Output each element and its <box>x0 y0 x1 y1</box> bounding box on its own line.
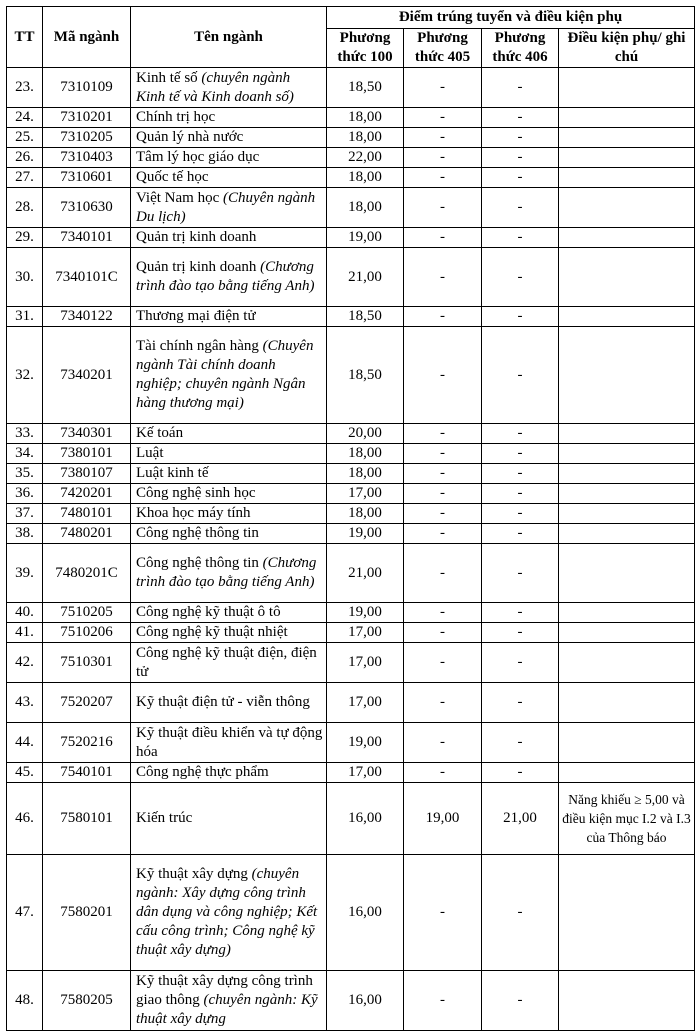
extra-condition <box>559 504 695 524</box>
score-method-406: - <box>482 444 559 464</box>
row-number: 31. <box>7 307 43 327</box>
score-method-100: 18,50 <box>327 327 404 424</box>
table-row <box>7 603 695 623</box>
header-method-100: Phương thức 100 <box>327 29 404 68</box>
table-row <box>7 763 695 783</box>
program-code: 7340122 <box>43 307 131 327</box>
program-name-text: Công nghệ sinh học <box>136 485 256 501</box>
header-tt: TT <box>7 7 43 68</box>
program-code: 7580205 <box>43 971 131 1031</box>
row-number: 27. <box>7 168 43 188</box>
program-code: 7520207 <box>43 683 131 723</box>
score-method-100: 17,00 <box>327 643 404 683</box>
extra-condition <box>559 524 695 544</box>
table-row <box>7 783 695 855</box>
extra-condition <box>559 643 695 683</box>
program-name <box>131 307 327 327</box>
program-code: 7420201 <box>43 484 131 504</box>
program-name-text: Công nghệ thực phẩm <box>136 764 269 780</box>
score-method-405: - <box>404 504 482 524</box>
program-name <box>131 783 327 855</box>
program-name <box>131 603 327 623</box>
program-name <box>131 68 327 108</box>
program-name <box>131 484 327 504</box>
score-method-406: - <box>482 228 559 248</box>
header-score-group: Điểm trúng tuyển và điều kiện phụ <box>327 7 695 29</box>
score-method-100: 19,00 <box>327 723 404 763</box>
score-method-405: - <box>404 424 482 444</box>
score-method-405: - <box>404 855 482 971</box>
score-method-406: - <box>482 723 559 763</box>
header-method-405: Phương thức 405 <box>404 29 482 68</box>
program-code: 7310601 <box>43 168 131 188</box>
row-number: 45. <box>7 763 43 783</box>
program-name-text: Thương mại điện tử <box>136 308 256 324</box>
score-method-405: - <box>404 444 482 464</box>
extra-condition <box>559 464 695 484</box>
score-method-100: 18,00 <box>327 464 404 484</box>
extra-condition <box>559 168 695 188</box>
score-method-100: 18,00 <box>327 128 404 148</box>
program-specialization: (Chuyên ngành Tài chính doanh nghiệp; chuyên ngành Ngân hàng thương mại) <box>136 338 314 411</box>
program-name-text: Khoa học máy tính <box>136 505 251 521</box>
score-method-405: - <box>404 327 482 424</box>
score-method-405: - <box>404 228 482 248</box>
extra-condition <box>559 623 695 643</box>
score-method-406: - <box>482 148 559 168</box>
score-method-405: - <box>404 484 482 504</box>
program-code: 7580201 <box>43 855 131 971</box>
program-code: 7380101 <box>43 444 131 464</box>
extra-condition: Năng khiếu ≥ 5,00 và điều kiện mục I.2 và I.3 của Thông báo <box>559 783 695 855</box>
program-name <box>131 623 327 643</box>
score-method-405: - <box>404 464 482 484</box>
score-method-406: - <box>482 504 559 524</box>
extra-condition <box>559 148 695 168</box>
program-name-text: Quản trị kinh doanh <box>136 259 257 275</box>
table-row <box>7 248 695 307</box>
program-name <box>131 188 327 228</box>
program-code: 7480201C <box>43 544 131 603</box>
program-code: 7380107 <box>43 464 131 484</box>
program-code: 7540101 <box>43 763 131 783</box>
row-number: 36. <box>7 484 43 504</box>
program-code: 7310109 <box>43 68 131 108</box>
extra-condition <box>559 855 695 971</box>
score-method-406: - <box>482 683 559 723</box>
table-row <box>7 128 695 148</box>
program-name-text: Kỹ thuật xây dựng <box>136 866 248 882</box>
score-method-406: - <box>482 643 559 683</box>
program-name-text: Kỹ thuật điện tử - viễn thông <box>136 694 310 710</box>
score-method-406: - <box>482 603 559 623</box>
program-name-text: Kế toán <box>136 425 184 441</box>
extra-condition <box>559 228 695 248</box>
row-number: 39. <box>7 544 43 603</box>
program-name <box>131 971 327 1031</box>
row-number: 28. <box>7 188 43 228</box>
table-row <box>7 188 695 228</box>
table-row <box>7 723 695 763</box>
extra-condition <box>559 327 695 424</box>
score-method-100: 22,00 <box>327 148 404 168</box>
table-row <box>7 524 695 544</box>
score-method-100: 18,50 <box>327 68 404 108</box>
score-method-406: - <box>482 108 559 128</box>
program-name <box>131 148 327 168</box>
row-number: 25. <box>7 128 43 148</box>
score-method-406: - <box>482 524 559 544</box>
program-name-text: Luật kinh tế <box>136 465 209 481</box>
program-code: 7510205 <box>43 603 131 623</box>
extra-condition <box>559 128 695 148</box>
program-name-text: Kỹ thuật điều khiển và tự động hóa <box>136 724 323 760</box>
table-row <box>7 228 695 248</box>
table-row <box>7 484 695 504</box>
score-method-406: - <box>482 855 559 971</box>
table-row <box>7 855 695 971</box>
score-method-100: 18,00 <box>327 444 404 464</box>
score-method-405: - <box>404 763 482 783</box>
score-method-100: 18,50 <box>327 307 404 327</box>
extra-condition <box>559 188 695 228</box>
extra-condition <box>559 108 695 128</box>
table-row <box>7 68 695 108</box>
program-name <box>131 128 327 148</box>
table-row <box>7 683 695 723</box>
program-code: 7480101 <box>43 504 131 524</box>
table-row <box>7 643 695 683</box>
program-name-text: Công nghệ thông tin <box>136 555 259 571</box>
program-code: 7340101C <box>43 248 131 307</box>
score-method-100: 21,00 <box>327 544 404 603</box>
score-method-100: 18,00 <box>327 504 404 524</box>
header-note: Điều kiện phụ/ ghi chú <box>559 29 695 68</box>
program-code: 7310205 <box>43 128 131 148</box>
program-name <box>131 855 327 971</box>
score-method-405: - <box>404 148 482 168</box>
table-row <box>7 424 695 444</box>
score-method-100: 17,00 <box>327 484 404 504</box>
extra-condition <box>559 307 695 327</box>
score-method-405: - <box>404 971 482 1031</box>
extra-condition <box>559 603 695 623</box>
score-method-100: 18,00 <box>327 108 404 128</box>
extra-condition <box>559 248 695 307</box>
score-method-406: - <box>482 188 559 228</box>
score-method-405: 19,00 <box>404 783 482 855</box>
score-method-100: 18,00 <box>327 188 404 228</box>
row-number: 30. <box>7 248 43 307</box>
score-method-100: 21,00 <box>327 248 404 307</box>
program-name-text: Kỹ thuật xây dựng công trình giao thông <box>136 973 313 1008</box>
score-method-405: - <box>404 68 482 108</box>
score-method-100: 20,00 <box>327 424 404 444</box>
table-row <box>7 307 695 327</box>
program-specialization: (Chương trình đào tạo bằng tiếng Anh) <box>136 555 317 590</box>
program-name <box>131 444 327 464</box>
program-name-text: Việt Nam học <box>136 189 220 206</box>
score-method-406: - <box>482 307 559 327</box>
score-method-405: - <box>404 723 482 763</box>
score-method-100: 19,00 <box>327 603 404 623</box>
score-method-406: - <box>482 763 559 783</box>
row-number: 44. <box>7 723 43 763</box>
row-number: 26. <box>7 148 43 168</box>
table-body <box>7 68 695 1031</box>
score-method-406: - <box>482 68 559 108</box>
extra-condition <box>559 971 695 1031</box>
table-row <box>7 327 695 424</box>
program-code: 7580101 <box>43 783 131 855</box>
header-method-406: Phương thức 406 <box>482 29 559 68</box>
header-name: Tên ngành <box>131 7 327 68</box>
program-code: 7510301 <box>43 643 131 683</box>
score-method-100: 17,00 <box>327 683 404 723</box>
table-row <box>7 544 695 603</box>
score-method-405: - <box>404 128 482 148</box>
row-number: 46. <box>7 783 43 855</box>
program-name <box>131 544 327 603</box>
program-name-text: Tài chính ngân hàng <box>136 338 259 354</box>
score-method-405: - <box>404 168 482 188</box>
score-method-406: - <box>482 544 559 603</box>
score-method-406: - <box>482 971 559 1031</box>
table-row <box>7 504 695 524</box>
score-method-405: - <box>404 524 482 544</box>
extra-condition <box>559 484 695 504</box>
score-method-405: - <box>404 248 482 307</box>
row-number: 29. <box>7 228 43 248</box>
score-method-406: - <box>482 327 559 424</box>
program-code: 7340101 <box>43 228 131 248</box>
program-name <box>131 248 327 307</box>
row-number: 38. <box>7 524 43 544</box>
extra-condition <box>559 683 695 723</box>
program-specialization: (chuyên ngành Kinh tế và Kinh doanh số) <box>136 69 294 105</box>
row-number: 48. <box>7 971 43 1031</box>
row-number: 42. <box>7 643 43 683</box>
score-method-100: 19,00 <box>327 228 404 248</box>
program-name <box>131 683 327 723</box>
extra-condition <box>559 544 695 603</box>
extra-condition <box>559 424 695 444</box>
program-code: 7480201 <box>43 524 131 544</box>
program-name-text: Công nghệ kỹ thuật nhiệt <box>136 624 288 640</box>
table-row <box>7 464 695 484</box>
table-row <box>7 623 695 643</box>
score-method-406: - <box>482 623 559 643</box>
program-name-text: Luật <box>136 445 164 461</box>
score-method-406: - <box>482 484 559 504</box>
score-method-405: - <box>404 108 482 128</box>
extra-condition <box>559 68 695 108</box>
row-number: 32. <box>7 327 43 424</box>
program-code: 7310201 <box>43 108 131 128</box>
row-number: 40. <box>7 603 43 623</box>
program-name-text: Quốc tế học <box>136 169 209 185</box>
score-method-405: - <box>404 623 482 643</box>
program-specialization: (chuyên ngành: Kỹ thuật xây dựng <box>136 992 318 1027</box>
table-row <box>7 168 695 188</box>
program-name-text: Công nghệ thông tin <box>136 525 259 541</box>
score-method-100: 19,00 <box>327 524 404 544</box>
program-code: 7510206 <box>43 623 131 643</box>
score-method-406: - <box>482 128 559 148</box>
program-name <box>131 763 327 783</box>
extra-condition <box>559 763 695 783</box>
row-number: 33. <box>7 424 43 444</box>
score-method-405: - <box>404 643 482 683</box>
program-name-text: Kinh tế số <box>136 69 198 86</box>
row-number: 23. <box>7 68 43 108</box>
program-code: 7520216 <box>43 723 131 763</box>
program-name <box>131 228 327 248</box>
program-name <box>131 424 327 444</box>
score-method-405: - <box>404 603 482 623</box>
score-method-405: - <box>404 683 482 723</box>
program-name-text: Kiến trúc <box>136 810 193 826</box>
score-method-100: 17,00 <box>327 623 404 643</box>
row-number: 41. <box>7 623 43 643</box>
program-name <box>131 327 327 424</box>
admission-score-table <box>6 6 695 1031</box>
extra-condition <box>559 444 695 464</box>
program-name-text: Quản lý nhà nước <box>136 129 244 145</box>
program-name <box>131 504 327 524</box>
score-method-406: - <box>482 168 559 188</box>
score-method-406: 21,00 <box>482 783 559 855</box>
program-name <box>131 524 327 544</box>
row-number: 34. <box>7 444 43 464</box>
table-row <box>7 971 695 1031</box>
program-name <box>131 723 327 763</box>
program-name <box>131 168 327 188</box>
score-method-100: 16,00 <box>327 855 404 971</box>
program-name <box>131 464 327 484</box>
score-method-100: 16,00 <box>327 971 404 1031</box>
extra-condition <box>559 723 695 763</box>
program-code: 7310403 <box>43 148 131 168</box>
score-method-406: - <box>482 248 559 307</box>
program-specialization: (Chương trình đào tạo bằng tiếng Anh) <box>136 259 315 294</box>
score-method-405: - <box>404 544 482 603</box>
row-number: 47. <box>7 855 43 971</box>
score-method-100: 18,00 <box>327 168 404 188</box>
row-number: 35. <box>7 464 43 484</box>
row-number: 24. <box>7 108 43 128</box>
program-name <box>131 108 327 128</box>
row-number: 37. <box>7 504 43 524</box>
score-method-100: 17,00 <box>327 763 404 783</box>
score-method-406: - <box>482 464 559 484</box>
program-name-text: Tâm lý học giáo dục <box>136 149 260 165</box>
row-number: 43. <box>7 683 43 723</box>
table-row <box>7 148 695 168</box>
program-name-text: Chính trị học <box>136 109 216 125</box>
score-method-100: 16,00 <box>327 783 404 855</box>
program-code: 7340201 <box>43 327 131 424</box>
score-method-405: - <box>404 188 482 228</box>
program-name-text: Quản trị kinh doanh <box>136 229 257 245</box>
score-method-405: - <box>404 307 482 327</box>
program-name <box>131 643 327 683</box>
header-code: Mã ngành <box>43 7 131 68</box>
program-specialization: (Chuyên ngành Du lịch) <box>136 189 316 225</box>
program-name-text: Công nghệ kỹ thuật điện, điện tử <box>136 644 317 680</box>
score-method-406: - <box>482 424 559 444</box>
table-row <box>7 108 695 128</box>
program-name-text: Công nghệ kỹ thuật ô tô <box>136 604 281 620</box>
program-code: 7340301 <box>43 424 131 444</box>
program-code: 7310630 <box>43 188 131 228</box>
table-row <box>7 444 695 464</box>
program-specialization: (chuyên ngành: Xây dựng công trình dân dụng và công nghiệp; Kết cấu công trình; Công nghệ kỹ thuật xây dựng) <box>136 866 318 958</box>
